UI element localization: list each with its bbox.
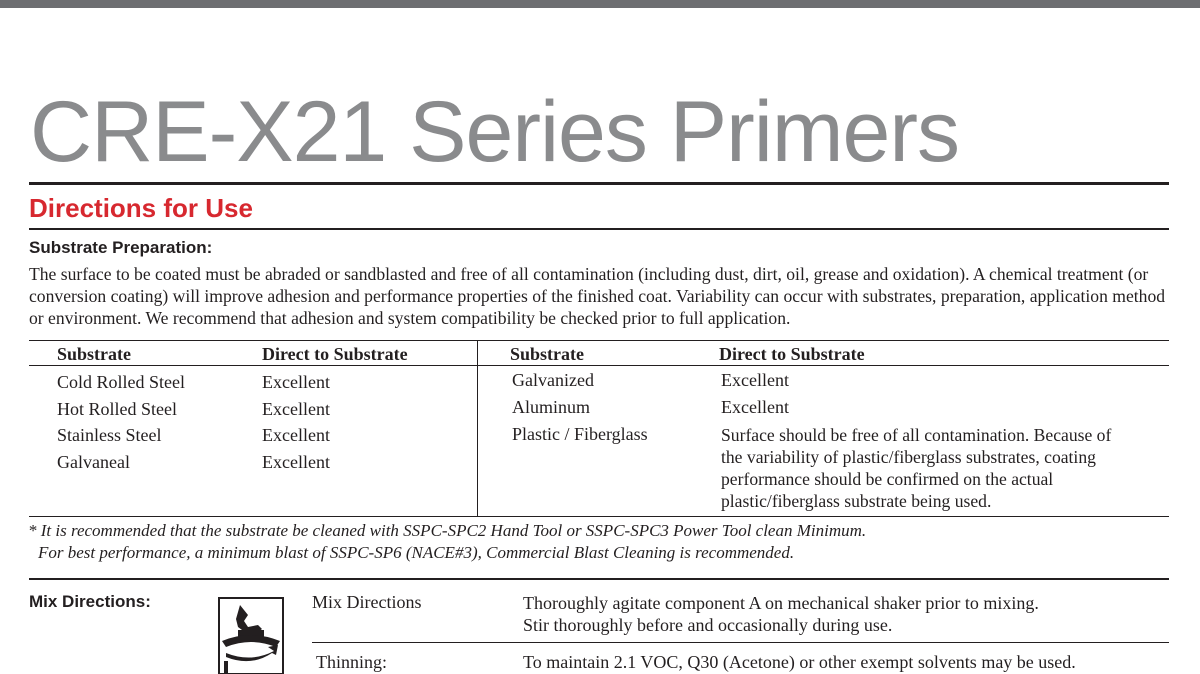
mixer-icon <box>218 597 284 674</box>
table-header-substrate-right: Substrate <box>510 344 585 364</box>
mix-row-text: To maintain 2.1 VOC, Q30 (Acetone) or other exempt solvents may be used. <box>523 652 1076 672</box>
mix-section-rule <box>29 578 1169 580</box>
table-cell-rating: Excellent <box>262 372 330 392</box>
table-cell-substrate: Plastic / Fiberglass <box>512 424 648 444</box>
table-cell-substrate: Galvaneal <box>57 451 130 472</box>
table-cell-substrate: Cold Rolled Steel <box>57 372 185 392</box>
table-cell-note: Surface should be free of all contamination. Because of the variability of plastic/fiberglass substrates, coating performance should be confirmed on the actual plastic/fiberglass substrate being used. <box>721 425 1112 511</box>
mix-row-label: Thinning: <box>316 652 387 672</box>
page-title: CRE-X21 Series Primers <box>30 84 959 180</box>
table-cell-rating: Excellent <box>262 398 330 419</box>
mix-row-text: Stir thoroughly before and occasionally during use. <box>523 615 893 635</box>
section-rule <box>29 228 1169 230</box>
section-heading: Directions for Use <box>29 193 253 223</box>
mix-row-label: Mix Directions <box>312 592 422 612</box>
table-bottom-rule <box>29 516 1169 517</box>
footnote-line-1: * It is recommended that the substrate be cleaned with SSPC-SPC2 Hand Tool or SSPC-SPC3 Power Tool clean Minimum. <box>28 521 867 540</box>
table-cell-substrate: Stainless Steel <box>57 425 162 445</box>
table-header-substrate-left: Substrate <box>57 344 132 364</box>
footnote-line-2: For best performance, a minimum blast of SSPC-SP6 (NACE#3), Commercial Blast Cleaning is recommended. <box>38 543 795 562</box>
table-top-rule <box>29 340 1169 341</box>
substrate-prep-heading: Substrate Preparation: <box>29 238 213 257</box>
substrate-prep-paragraph: The surface to be coated must be abraded or sandblasted and free of all contamination (including dust, dirt, oil, grease and oxidation). A chemical treatment (or conversion coating) will improve adhesion and performance properties of the finished coat. Variability can occur with substrates, preparation, application method or environment. We recommend that adhesion and system compatibility be checked prior to full application. <box>29 264 1166 328</box>
table-cell-substrate: Hot Rolled Steel <box>57 398 177 419</box>
table-cell-substrate: Aluminum <box>512 397 591 417</box>
table-header-direct-left: Direct to Substrate <box>262 344 408 364</box>
mix-row-rule <box>312 642 1169 643</box>
top-bar <box>0 0 1200 8</box>
table-cell-substrate: Galvanized <box>512 370 594 390</box>
table-header-direct-right: Direct to Substrate <box>719 344 865 364</box>
mix-row-text: Thoroughly agitate component A on mechanical shaker prior to mixing. <box>523 593 1039 613</box>
table-divider <box>477 340 478 516</box>
title-rule <box>29 182 1169 185</box>
mix-directions-heading: Mix Directions: <box>29 592 151 611</box>
table-cell-rating: Excellent <box>721 370 789 390</box>
table-cell-rating: Excellent <box>262 425 330 445</box>
table-header-rule <box>29 365 1169 366</box>
table-cell-rating: Excellent <box>721 397 789 417</box>
table-cell-rating: Excellent <box>262 451 330 472</box>
